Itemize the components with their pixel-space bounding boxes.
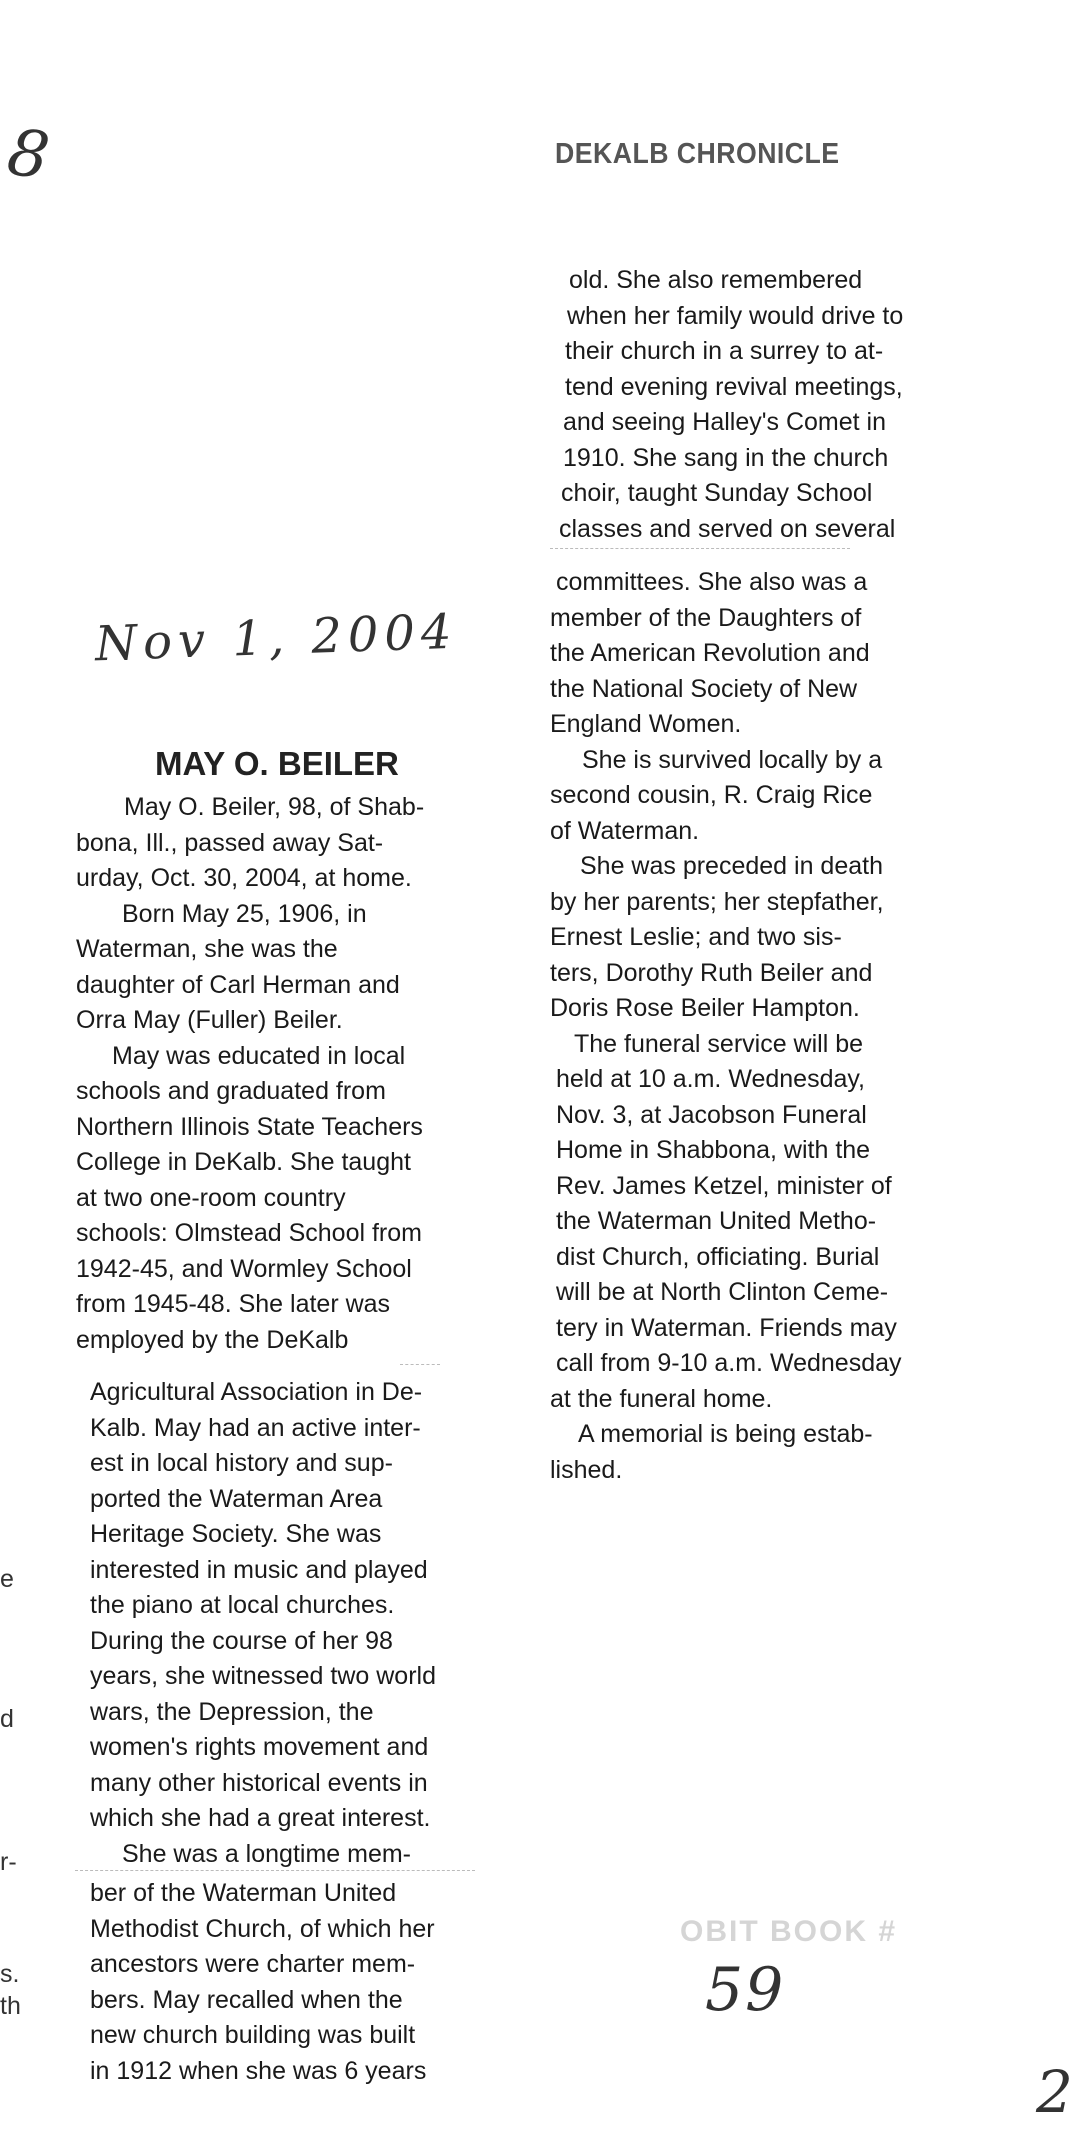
text-line: She was a longtime mem- [122,1839,412,1868]
text-line: at two one-room country [76,1183,346,1212]
text-line: Rev. James Ketzel, minister of [556,1171,892,1200]
text-line: bers. May recalled when the [90,1985,403,2014]
text-line: 1942-45, and Wormley School [76,1254,412,1283]
text-line: tery in Waterman. Friends may [556,1313,897,1342]
text-line: Orra May (Fuller) Beiler. [76,1006,343,1034]
text-line: England Women. [550,710,742,738]
text-line: call from 9-10 a.m. Wednesday [556,1349,902,1377]
obituary-headline: MAY O. BEILER [155,745,399,782]
text-line: will be at North Clinton Ceme- [556,1278,889,1306]
obit-book-stamp: OBIT BOOK # [680,1915,898,1948]
text-line: at the funeral home. [550,1384,773,1413]
text-line: when her family would drive to [567,301,904,330]
text-line: ported the Waterman Area [90,1484,383,1513]
text-line: urday, Oct. 30, 2004, at home. [76,864,412,892]
text-line: classes and served on several [559,514,896,543]
text-line: Home in Shabbona, with the [556,1136,871,1164]
handwritten-date: Nov 1, 2004 [94,603,459,673]
text-line: old. She also remembered [569,266,863,294]
text-line: Nov. 3, at Jacobson Funeral [556,1100,867,1129]
text-line: est in local history and sup- [90,1449,393,1477]
clipping-seam [400,1364,440,1365]
text-line: dist Church, officiating. Burial [556,1242,880,1271]
text-line: 1910. She sang in the church [563,443,889,472]
text-line: ters, Dorothy Ruth Beiler and [550,958,873,987]
text-line: Methodist Church, of which her [90,1914,435,1943]
text-line: and seeing Halley's Comet in [563,408,886,436]
text-line: daughter of Carl Herman and [76,970,400,999]
text-line: A memorial is being estab- [578,1420,873,1448]
text-line: She was preceded in death [580,852,883,880]
cropped-edge-fragment: s. [0,1960,20,1988]
text-line: the Waterman United Metho- [556,1207,877,1235]
obituary-column-right-continued [550,565,902,1488]
text-line: tend evening revival meetings, [565,372,903,401]
text-line: many other historical events in [90,1768,428,1797]
text-line: schools: Olmstead School from [76,1219,422,1247]
text-line: May O. Beiler, 98, of Shab- [124,793,425,821]
cropped-edge-fragment: th [0,1992,21,2020]
text-line: member of the Daughters of [550,603,862,632]
text-line: choir, taught Sunday School [561,479,873,507]
obituary-column-left [76,790,424,1358]
text-line: wars, the Depression, the [90,1697,374,1726]
obituary-column-left-continued-2 [90,1876,435,2089]
text-line: lished. [550,1455,623,1484]
text-line: The funeral service will be [574,1029,864,1058]
text-line: ber of the Waterman United [90,1879,397,1907]
text-line: Ernest Leslie; and two sis- [550,923,842,951]
text-line: Heritage Society. She was [90,1520,382,1548]
obituary-column-left-continued [90,1375,436,1872]
text-line: Doris Rose Beiler Hampton. [550,994,860,1022]
text-line: years, she witnessed two world [90,1662,436,1690]
text-line: schools and graduated from [76,1077,386,1105]
cropped-edge-fragment: d [0,1705,14,1733]
text-line: which she had a great interest. [90,1804,431,1832]
newspaper-masthead: DEKALB CHRONICLE [555,138,840,170]
text-line: College in DeKalb. She taught [76,1148,411,1176]
clipping-seam [75,1870,475,1871]
text-line: their church in a surrey to at- [565,337,884,365]
text-line: the American Revolution and [550,639,870,667]
text-line: During the course of her 98 [90,1626,393,1655]
cropped-edge-fragment: r- [0,1848,17,1876]
text-line: Kalb. May had an active inter- [90,1413,421,1442]
text-line: ancestors were charter mem- [90,1950,416,1978]
text-line: She is survived locally by a [582,745,883,774]
text-line: second cousin, R. Craig Rice [550,781,873,809]
text-line: interested in music and played [90,1555,428,1584]
text-line: May was educated in local [112,1041,406,1070]
text-line: Waterman, she was the [76,935,338,963]
text-line: held at 10 a.m. Wednesday, [556,1065,865,1093]
text-line: Northern Illinois State Teachers [76,1112,423,1141]
clipping-seam [550,548,850,549]
text-line: employed by the DeKalb [76,1325,349,1354]
text-line: new church building was built [90,2021,416,2049]
text-line: Born May 25, 1906, in [122,899,367,928]
handwritten-corner-mark: 2 [1036,2058,1073,2126]
text-line: from 1945-48. She later was [76,1290,391,1318]
text-line: bona, Ill., passed away Sat- [76,828,384,857]
handwritten-page-number: 8 [3,115,54,195]
text-line: in 1912 when she was 6 years [90,2056,427,2085]
cropped-edge-fragment: e [0,1565,14,1593]
text-line: women's rights movement and [90,1733,429,1761]
obituary-column-right [555,263,903,547]
text-line: of Waterman. [550,816,700,845]
text-line: by her parents; her stepfather, [550,887,884,916]
handwritten-book-number: 59 [705,1955,786,2025]
text-line: the piano at local churches. [90,1591,395,1619]
text-line: Agricultural Association in De- [90,1378,423,1406]
text-line: the National Society of New [550,674,858,703]
text-line: committees. She also was a [556,568,868,596]
